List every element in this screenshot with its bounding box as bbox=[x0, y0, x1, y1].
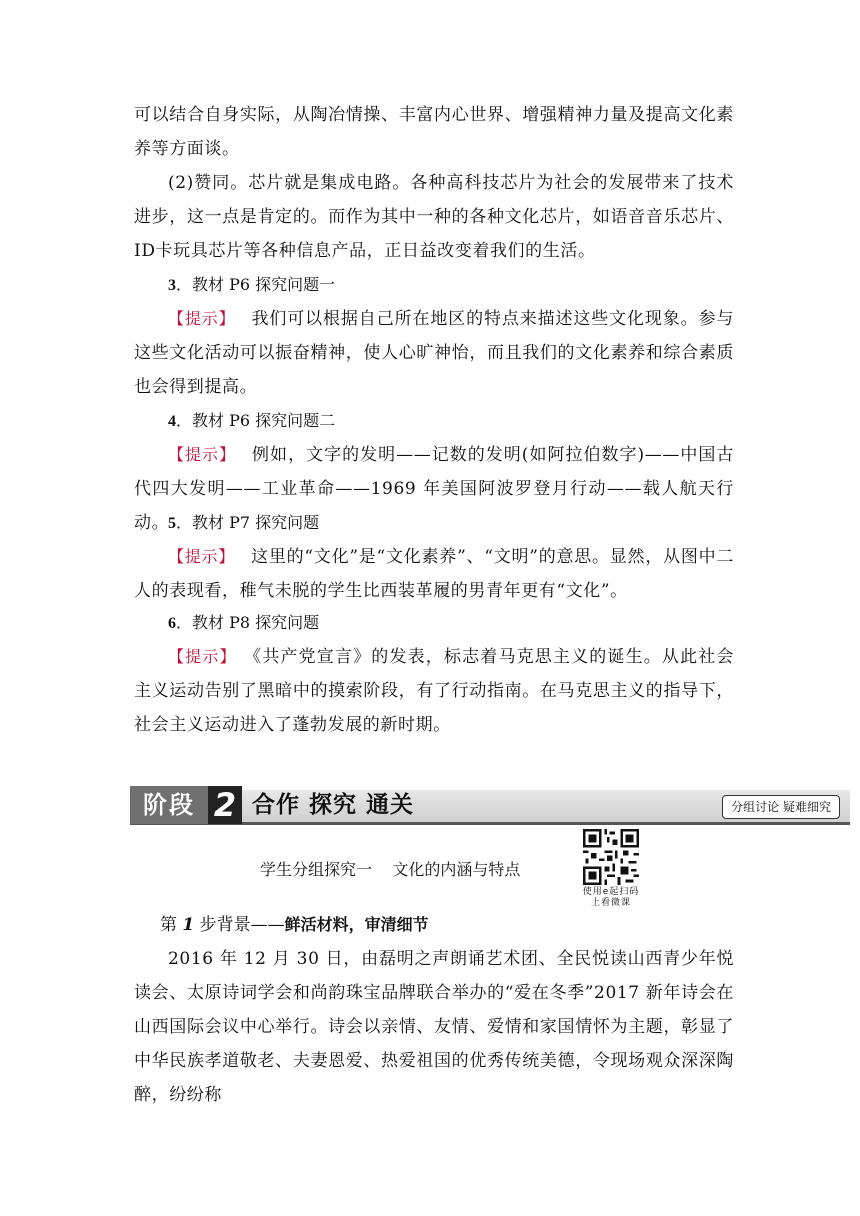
item-3-heading bbox=[168, 268, 335, 303]
item-number: 5 bbox=[168, 515, 176, 532]
hint-text: 例如，文字的发明——记数的发明(如阿拉伯数字)——中国古代四大发明——工业革命——1969 年美国阿波罗登月行动——载人航天行动。 bbox=[134, 445, 734, 533]
qr-caption: 使用e起扫码上看微课 bbox=[582, 887, 640, 908]
hint-label: 【提示】 bbox=[168, 445, 237, 464]
step-title: 鲜活材料，审清细节 bbox=[284, 915, 429, 934]
item-6-answer bbox=[134, 640, 734, 742]
hint-label: 【提示】 bbox=[168, 309, 236, 328]
hint-label: 【提示】 bbox=[168, 547, 236, 566]
stage-title: 合作 探究 通关 bbox=[252, 792, 415, 818]
item-title: ．教材 P7 探究问题 bbox=[176, 513, 320, 532]
item-number: 3 bbox=[168, 277, 176, 294]
item-title: ．教材 P6 探究问题一 bbox=[176, 275, 336, 294]
item-6-heading bbox=[168, 606, 319, 641]
stage-number: 2 bbox=[208, 786, 242, 824]
hint-text: 我们可以根据自己所在地区的特点来描述这些文化现象。参与这些文化活动可以振奋精神，使人心旷神怡，而且我们的文化素养和综合素质也会得到提高。 bbox=[134, 309, 735, 397]
paragraph-2: (2)赞同。芯片就是集成电路。各种高科技芯片为社会的发展带来了技术进步，这一点是肯定的。而作为其中一种的各种文化芯片，如语音音乐芯片、ID卡玩具芯片等各种信息产品，正日益改变着我们的生活。 bbox=[134, 173, 734, 261]
step-heading bbox=[160, 908, 429, 942]
section-subtitle: 学生分组探究一 文化的内涵与特点 bbox=[260, 860, 521, 879]
item-title: ．教材 P8 探究问题 bbox=[176, 613, 320, 632]
item-title: ．教材 P6 探究问题二 bbox=[176, 411, 336, 430]
item-number: 4 bbox=[168, 413, 176, 430]
paragraph-1: 可以结合自身实际，从陶冶情操、丰富内心世界、增强精神力量及提高文化素养等方面谈。 bbox=[134, 105, 734, 159]
step-label: 步背景—— bbox=[199, 915, 285, 935]
step-prefix: 第 bbox=[160, 915, 177, 935]
item-4-heading bbox=[168, 404, 335, 439]
stage-label: 阶段 bbox=[130, 786, 208, 824]
hint-text: 这里的“文化”是“文化素养”、“文明”的意思。显然，从图中二人的表现看，稚气未脱的学生比西装革履的男青年更有“文化”。 bbox=[134, 547, 734, 601]
item-5-answer bbox=[134, 540, 734, 608]
stage-banner bbox=[130, 786, 850, 826]
hint-text: 《共产党宣言》的发表，标志着马克思主义的诞生。从此社会主义运动告别了黑暗中的摸索阶段，有了行动指南。在马克思主义的指导下，社会主义运动进入了蓬勃发展的新时期。 bbox=[134, 647, 734, 735]
item-3-answer bbox=[134, 302, 734, 404]
qr-code-icon[interactable] bbox=[583, 829, 639, 885]
step-number: 1 bbox=[182, 915, 195, 935]
hint-label: 【提示】 bbox=[168, 647, 237, 666]
stage-tag: 分组讨论 疑难细究 bbox=[722, 795, 840, 819]
item-number: 6 bbox=[168, 615, 176, 632]
background-material: 2016 年 12 月 30 日，由磊明之声朗诵艺术团、全民悦读山西青少年悦读会、太原诗词学会和尚韵珠宝品牌联合举办的“爱在冬季”2017 新年诗会在山西国际会议中心举行。诗会以亲情、友情、爱情和家国情怀为主题，彰显了中华民族孝道敬老、夫妻恩爱、热爱祖国的优秀传统美德，令现场观众深深陶醉，纷纷称 bbox=[134, 949, 734, 1105]
item-5-heading bbox=[168, 506, 319, 541]
